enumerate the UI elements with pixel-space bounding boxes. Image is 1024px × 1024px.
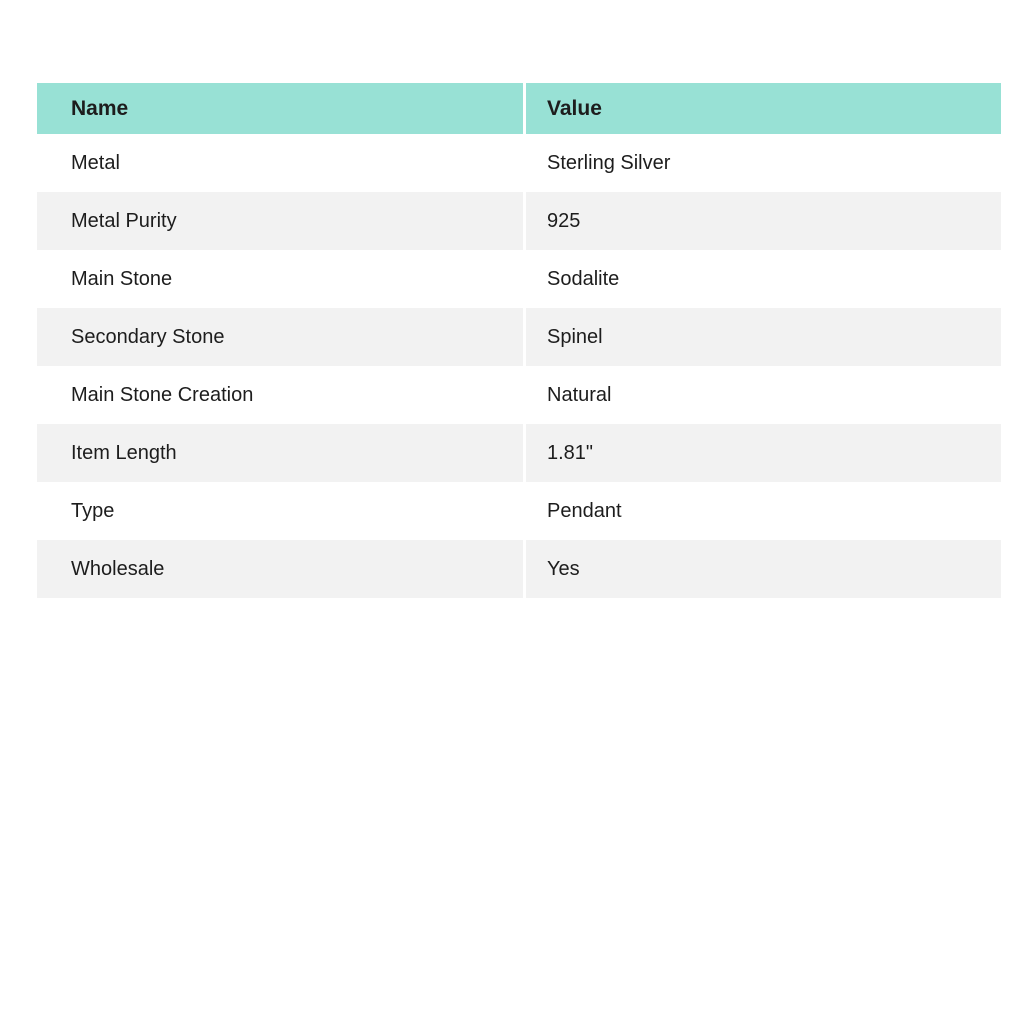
- attribute-value: Yes: [526, 540, 1001, 598]
- attribute-value: Natural: [526, 366, 1001, 424]
- table-row: [37, 308, 1001, 366]
- attribute-value: Spinel: [526, 308, 1001, 366]
- attribute-value: Pendant: [526, 482, 1001, 540]
- attribute-name: Metal: [37, 134, 526, 192]
- column-header-value: Value: [526, 83, 1001, 134]
- table-row: [37, 366, 1001, 424]
- attribute-value: 1.81": [526, 424, 1001, 482]
- attribute-name: Wholesale: [37, 540, 526, 598]
- attribute-name: Metal Purity: [37, 192, 526, 250]
- table-row: [37, 192, 1001, 250]
- header-row: [37, 83, 1001, 134]
- attribute-value: Sterling Silver: [526, 134, 1001, 192]
- attribute-name: Main Stone: [37, 250, 526, 308]
- attribute-name: Item Length: [37, 424, 526, 482]
- table-row: [37, 134, 1001, 192]
- attribute-name: Main Stone Creation: [37, 366, 526, 424]
- attribute-name: Type: [37, 482, 526, 540]
- attribute-value: Sodalite: [526, 250, 1001, 308]
- table-row: [37, 482, 1001, 540]
- attribute-value: 925: [526, 192, 1001, 250]
- column-header-name: Name: [37, 83, 526, 134]
- item-specifics-table: [37, 83, 1001, 598]
- table-row: [37, 250, 1001, 308]
- table-row: [37, 540, 1001, 598]
- attribute-name: Secondary Stone: [37, 308, 526, 366]
- table-row: [37, 424, 1001, 482]
